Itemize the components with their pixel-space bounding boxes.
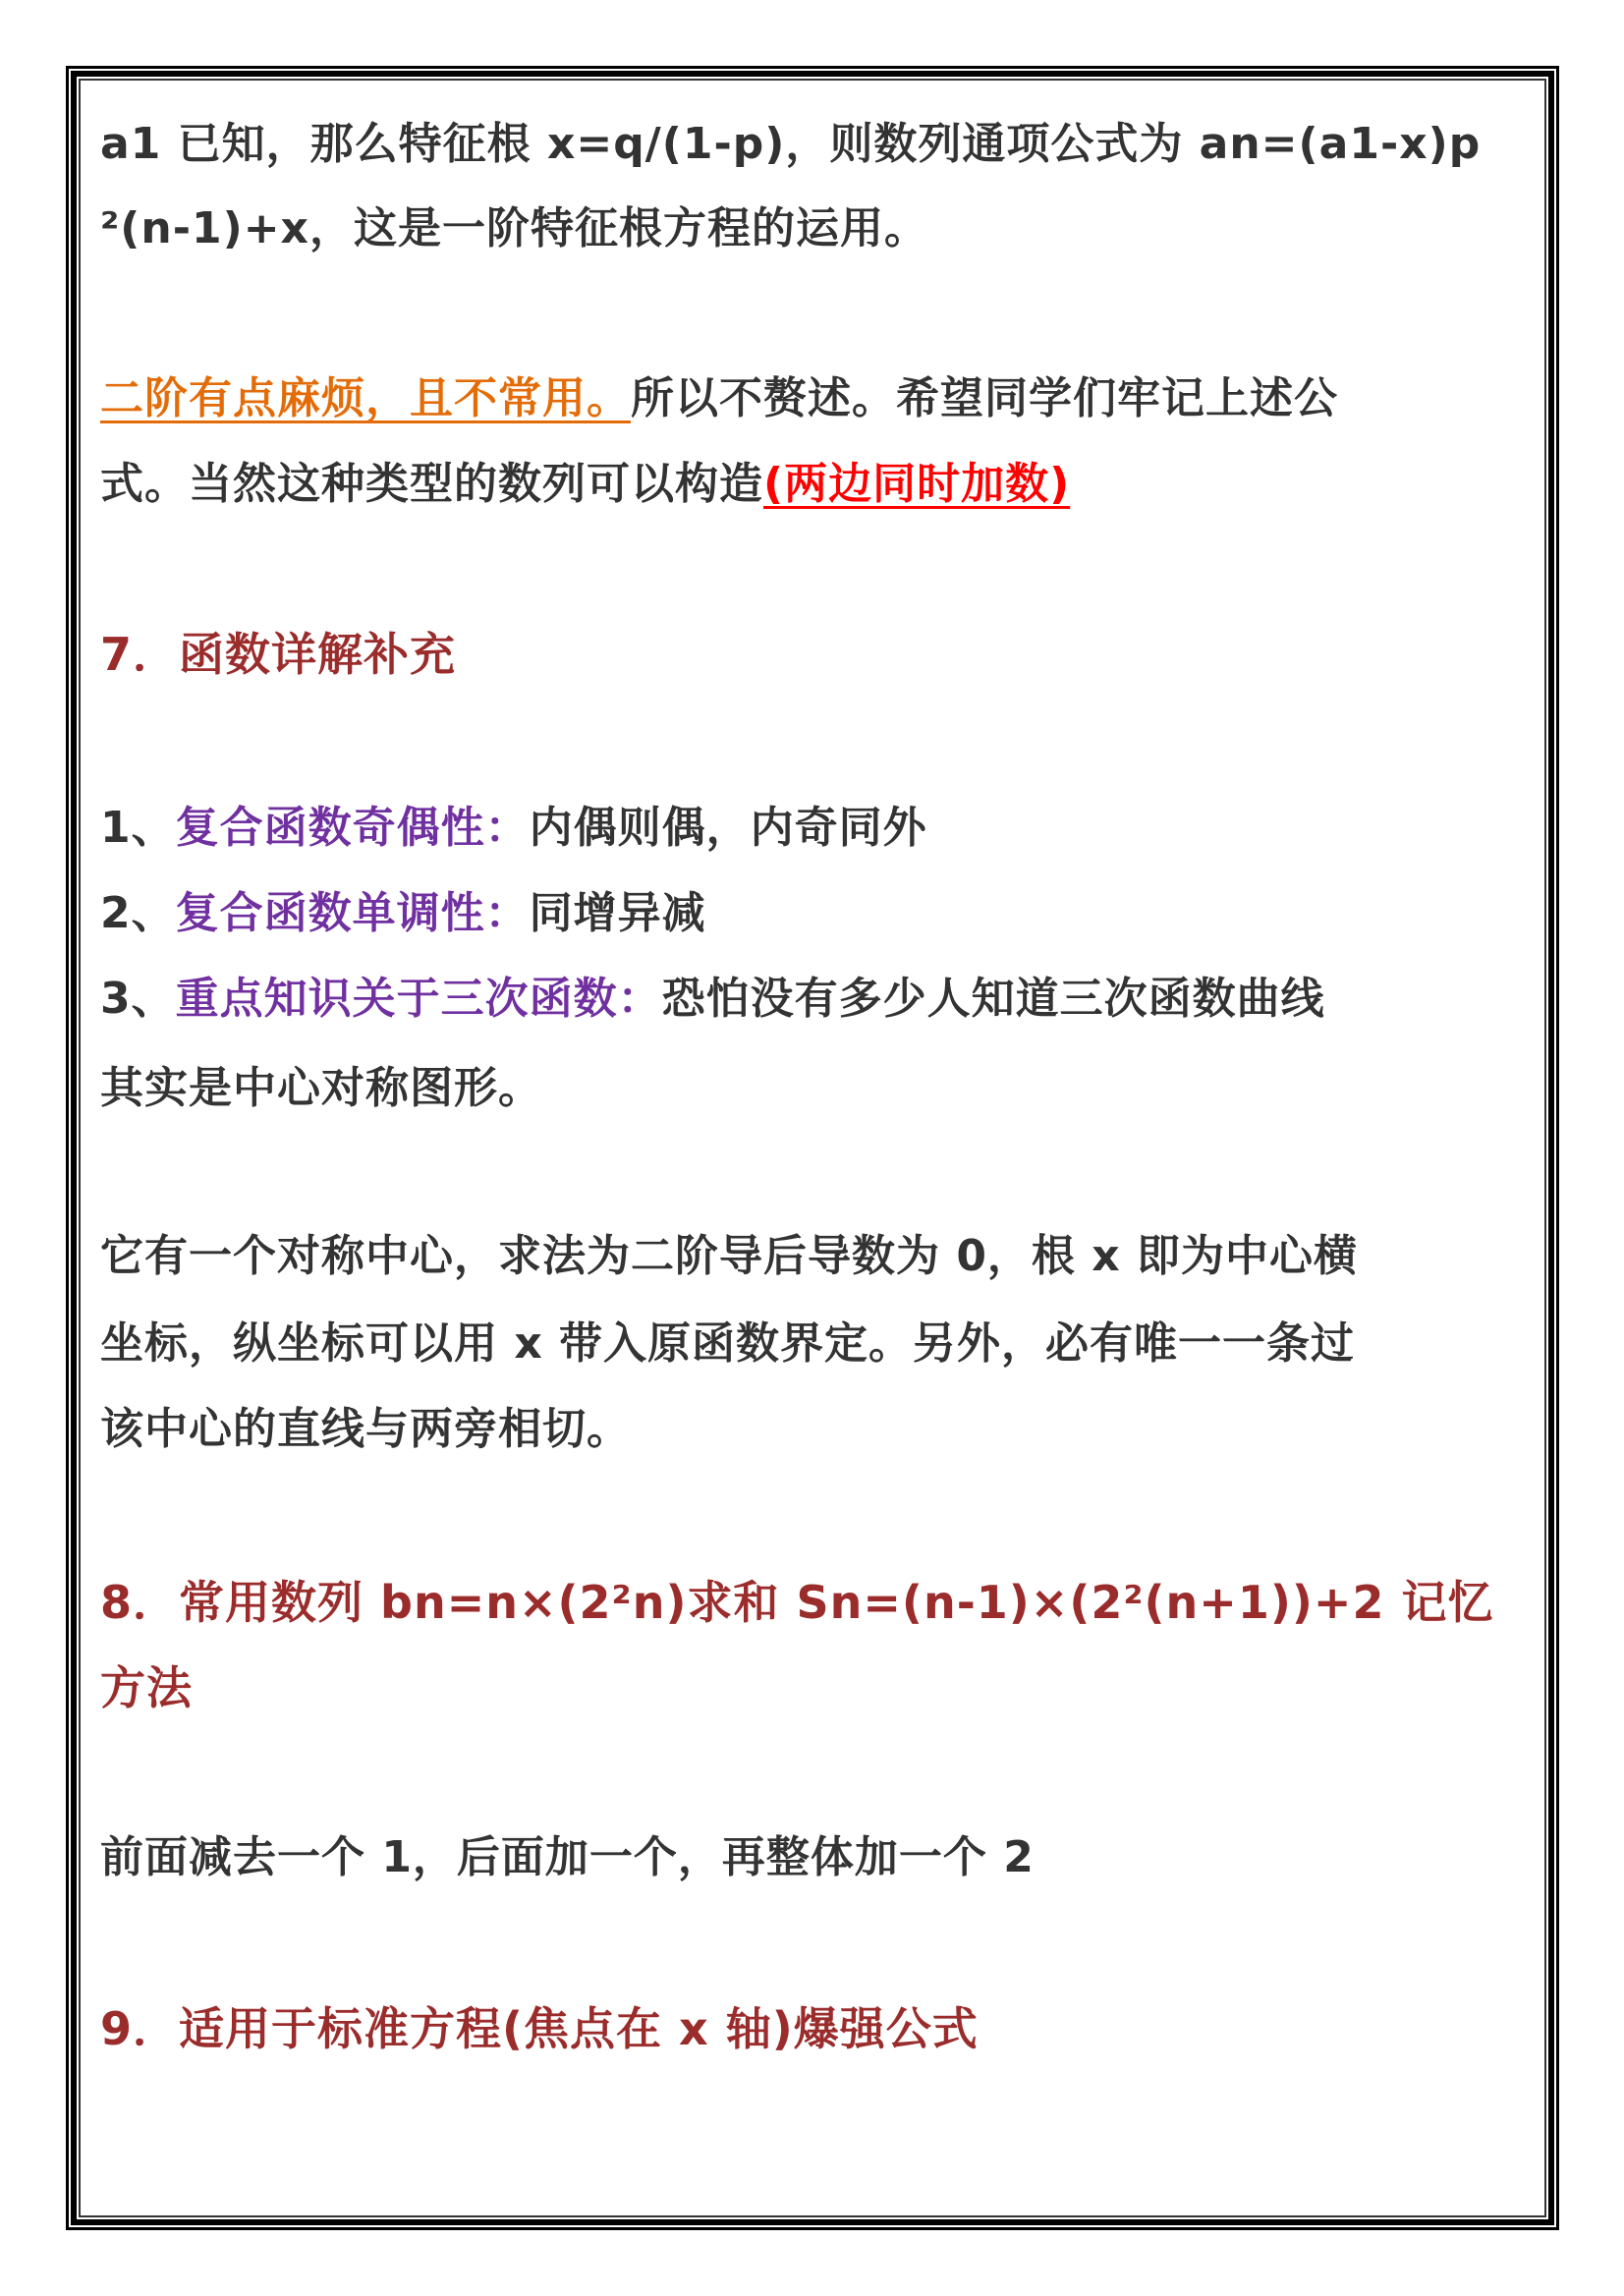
list-item-2-term: 复合函数单调性： [175,888,530,938]
list-item-1 [100,799,927,858]
orange-highlight-text: 二阶有点麻烦，且不常用。 [100,373,631,423]
note-line-1 [100,369,1338,428]
section-8-para: 前面减去一个 1，后面加一个，再整体加一个 2 [100,1832,1035,1882]
red-highlight-text: (两边同时加数) [763,459,1071,509]
list-item-3-number: 3、 [100,974,176,1024]
list-item-2 [100,884,706,943]
intro-line-1: a1 已知，那么特征根 x=q/(1-p)，则数列通项公式为 an=(a1-x)p [100,119,1482,169]
section-7-para-line-3: 该中心的直线与两旁相切。 [100,1404,631,1454]
section-7-heading: 7．函数详解补充 [100,628,457,681]
list-item-2-desc: 同增异减 [529,888,706,938]
list-item-3 [100,970,1325,1029]
list-item-1-desc: 内偶则偶，内奇同外 [529,803,927,853]
section-7-para-line-1: 它有一个对称中心，求法为二阶导后导数为 0，根 x 即为中心横 [100,1231,1358,1281]
list-item-1-term: 复合函数奇偶性： [175,803,530,853]
list-item-3-continuation: 其实是中心对称图形。 [100,1063,542,1113]
list-item-3-term: 重点知识关于三次函数： [175,974,662,1024]
intro-line-2: ²(n-1)+x，这是一阶特征根方程的运用。 [100,203,928,253]
section-9-heading: 9．适用于标准方程(焦点在 x 轴)爆强公式 [100,2002,979,2055]
note-line-1-rest: 所以不赘述。希望同学们牢记上述公 [631,373,1338,423]
note-line-2 [100,455,1070,514]
section-7-para-line-2: 坐标，纵坐标可以用 x 带入原函数界定。另外，必有唯一一条过 [100,1318,1356,1369]
list-item-2-number: 2、 [100,888,176,938]
section-8-heading-line-1: 8．常用数列 bn=n×(2²n)求和 Sn=(n-1)×(2²(n+1))+2 记忆 [100,1576,1494,1629]
list-item-3-desc: 恐怕没有多少人知道三次函数曲线 [661,974,1325,1024]
list-item-1-number: 1、 [100,803,176,853]
section-8-heading-line-2: 方法 [100,1661,193,1714]
note-line-2-text: 式。当然这种类型的数列可以构造 [100,459,763,509]
